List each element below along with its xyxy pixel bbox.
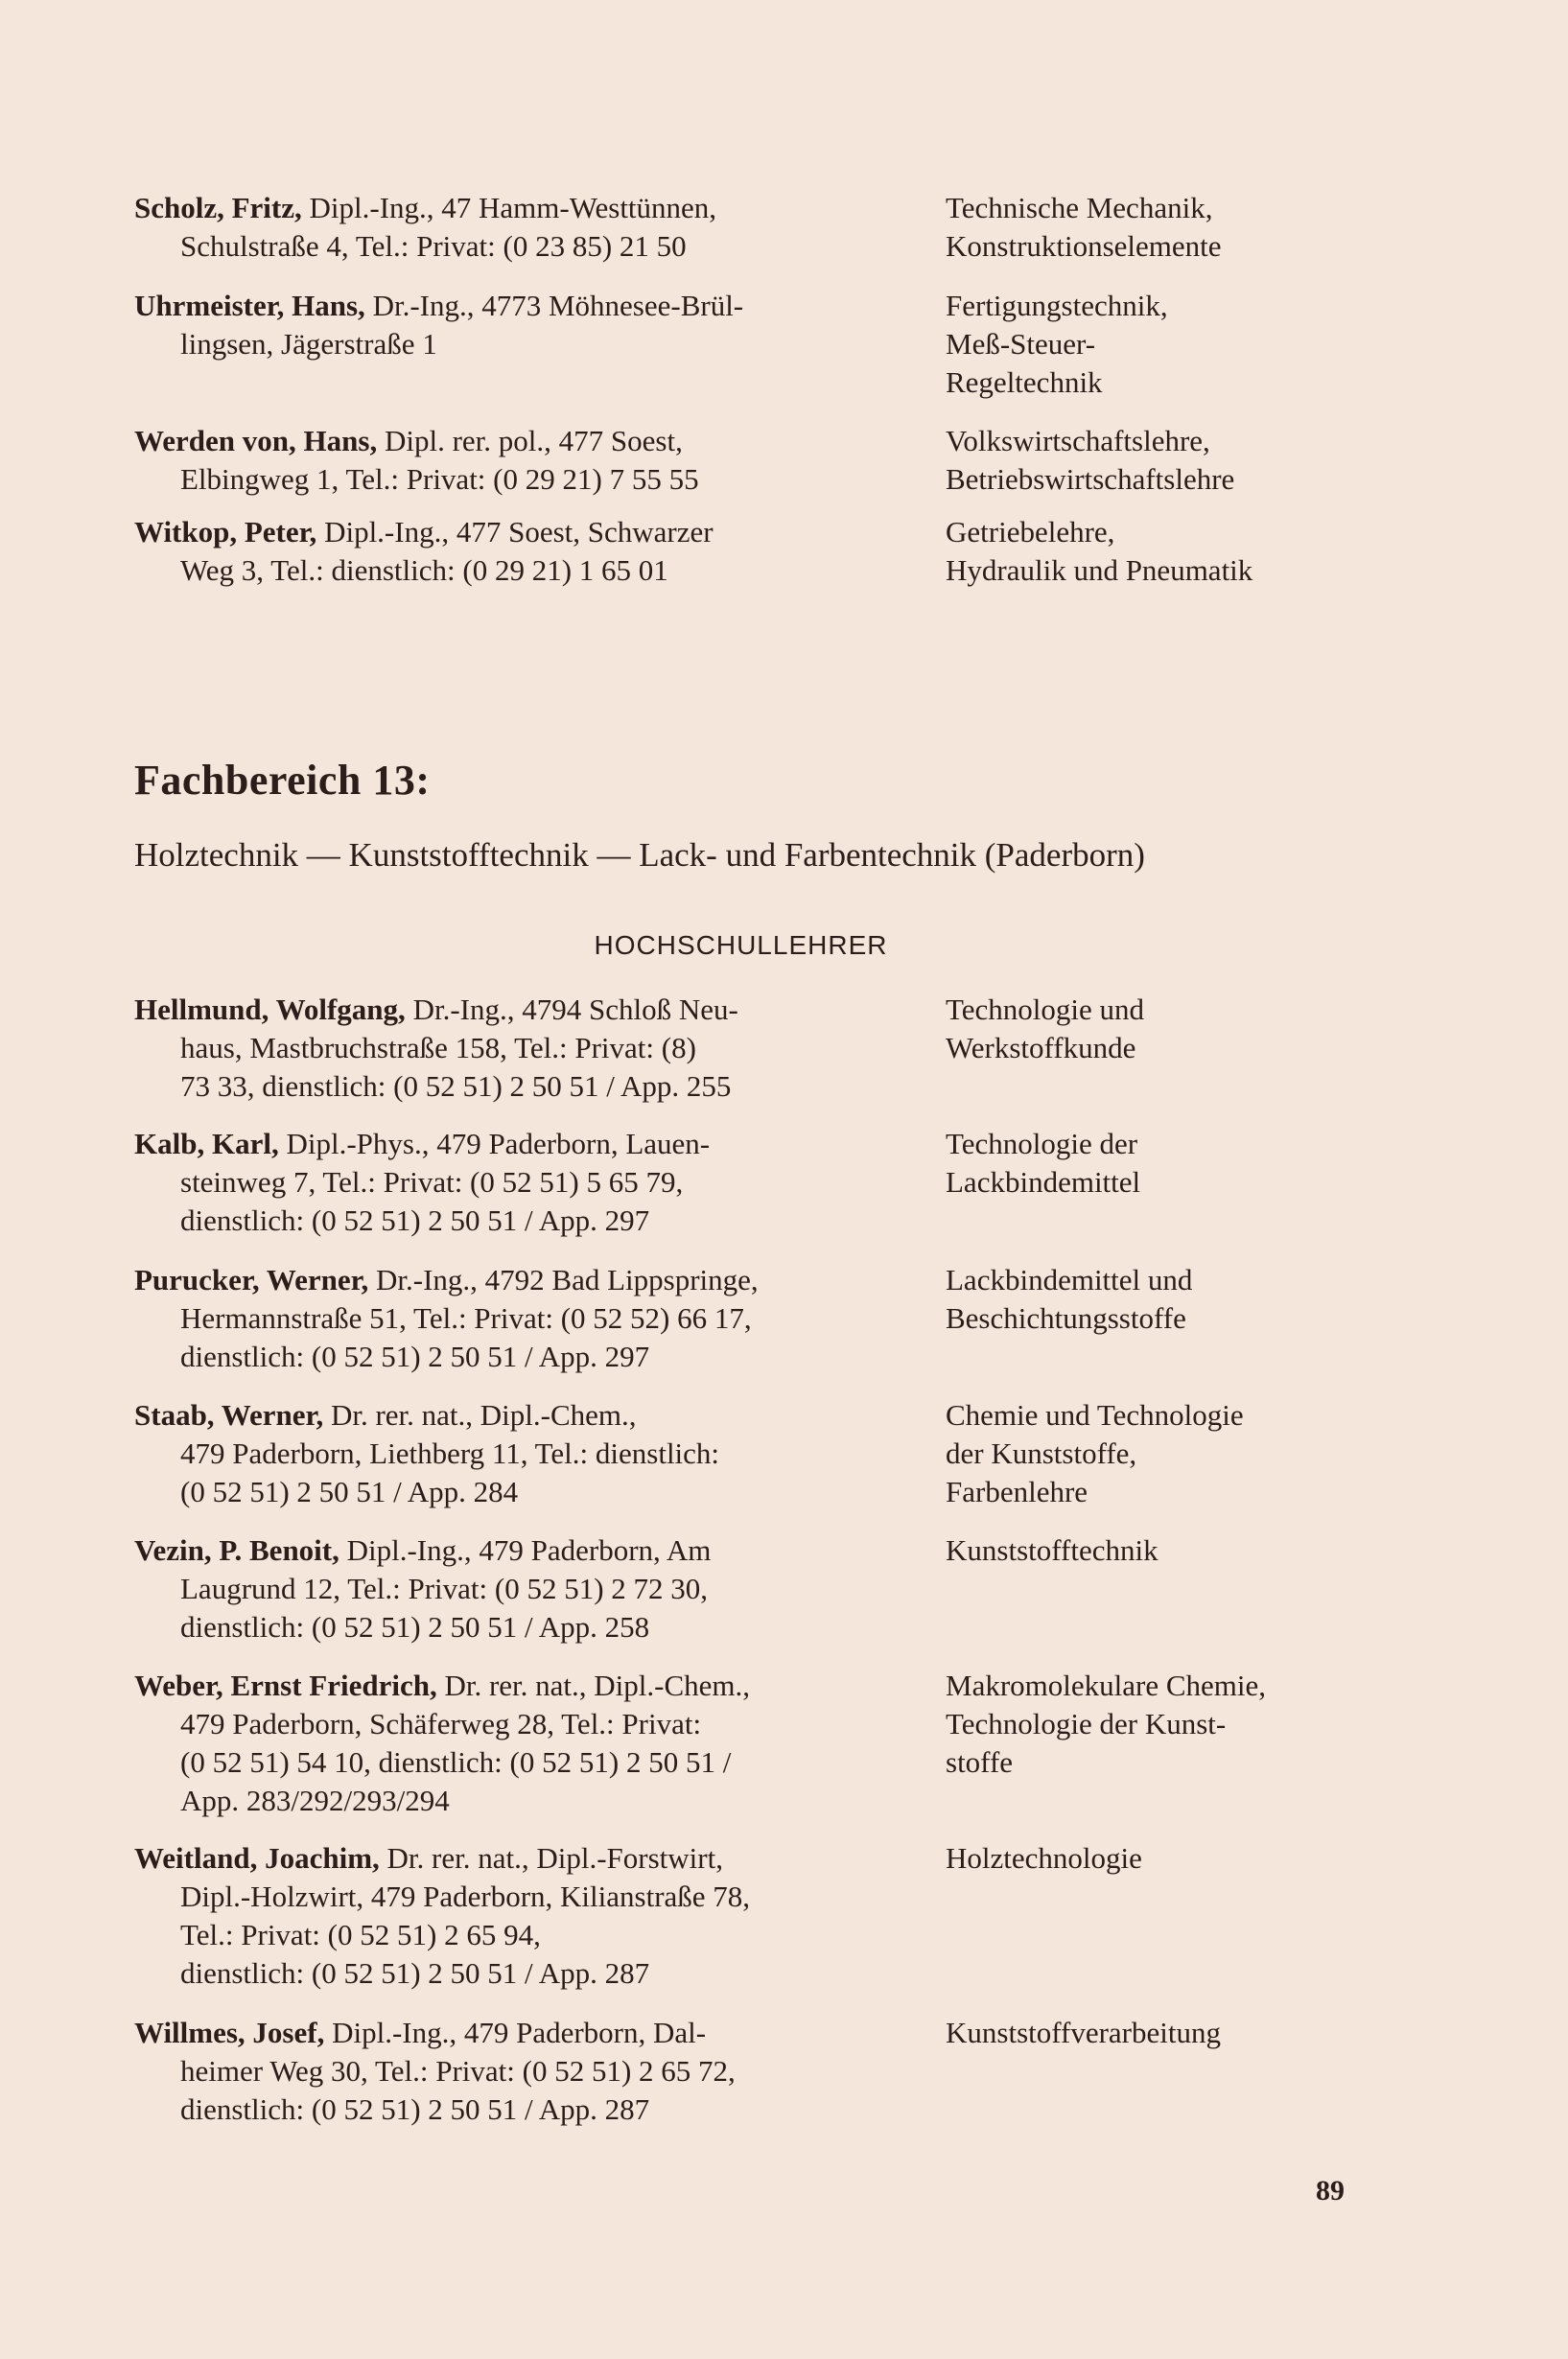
subject-line: Konstruktionselemente bbox=[946, 229, 1222, 263]
subject-line: Hydraulik und Pneumatik bbox=[946, 553, 1253, 587]
entry-details bbox=[134, 1125, 901, 1240]
entry-name: Witkop, Peter, bbox=[134, 515, 317, 549]
entry-line: Dipl.-Ing., 479 Paderborn, Am bbox=[339, 1533, 712, 1567]
subject-line: Makromolekulare Chemie, bbox=[946, 1669, 1267, 1702]
entry-line: dienstlich: (0 52 51) 2 50 51 / App. 287 bbox=[180, 1956, 650, 1990]
entry-subjects bbox=[946, 1261, 1396, 1338]
entry-line: Dipl.-Holzwirt, 479 Paderborn, Kilianstraße 78, bbox=[180, 1880, 751, 1913]
entry-details bbox=[134, 422, 901, 499]
entry-line: steinweg 7, Tel.: Privat: (0 52 51) 5 65 79, bbox=[180, 1165, 684, 1199]
entry-line: lingsen, Jägerstraße 1 bbox=[180, 327, 437, 361]
entry-details bbox=[134, 991, 901, 1106]
entry-name: Scholz, Fritz, bbox=[134, 191, 302, 224]
subject-line: Chemie und Technologie bbox=[946, 1398, 1244, 1432]
entry-subjects bbox=[946, 422, 1396, 499]
entry-line: Tel.: Privat: (0 52 51) 2 65 94, bbox=[180, 1918, 541, 1951]
subject-line: Regeltechnik bbox=[946, 365, 1103, 399]
entry-line: 479 Paderborn, Liethberg 11, Tel.: dienstlich: bbox=[180, 1436, 720, 1470]
entry-line: Dr.-Ing., 4794 Schloß Neu- bbox=[405, 993, 738, 1026]
entry-line: heimer Weg 30, Tel.: Privat: (0 52 51) 2 65 72, bbox=[180, 2054, 736, 2088]
entry-name: Vezin, P. Benoit, bbox=[134, 1533, 339, 1567]
entry-subjects bbox=[946, 287, 1396, 402]
entry-name: Kalb, Karl, bbox=[134, 1127, 279, 1160]
subject-line: Meß-Steuer- bbox=[946, 327, 1096, 361]
entry-line: dienstlich: (0 52 51) 2 50 51 / App. 287 bbox=[180, 2092, 650, 2126]
entry-subjects bbox=[946, 991, 1396, 1067]
subject-line: Volkswirtschaftslehre, bbox=[946, 424, 1210, 457]
entry-line: Weg 3, Tel.: dienstlich: (0 29 21) 1 65 01 bbox=[180, 553, 668, 587]
entry-details bbox=[134, 1396, 901, 1511]
entry-line: Dipl.-Ing., 479 Paderborn, Dal- bbox=[324, 2016, 707, 2049]
subject-line: Werkstoffkunde bbox=[946, 1031, 1136, 1064]
entry-details bbox=[134, 1667, 901, 1820]
entry-line: haus, Mastbruchstraße 158, Tel.: Privat: (8) bbox=[180, 1031, 696, 1064]
entry-details bbox=[134, 513, 901, 590]
entry-name: Uhrmeister, Hans, bbox=[134, 289, 365, 322]
entry-subjects bbox=[946, 1667, 1396, 1782]
subject-line: Technologie und bbox=[946, 993, 1145, 1026]
subject-line: Technologie der bbox=[946, 1127, 1138, 1160]
subject-line: Betriebswirtschaftslehre bbox=[946, 462, 1235, 496]
entry-details bbox=[134, 1839, 901, 1993]
entry-line: Dipl.-Ing., 477 Soest, Schwarzer bbox=[316, 515, 714, 549]
subject-line: Technologie der Kunst- bbox=[946, 1707, 1227, 1740]
section-label: HOCHSCHULLEHRER bbox=[594, 930, 888, 960]
subject-line: Technische Mechanik, bbox=[946, 191, 1213, 224]
entry-line: Hermannstraße 51, Tel.: Privat: (0 52 52) 66 17, bbox=[180, 1301, 752, 1335]
subject-line: Kunststoffverarbeitung bbox=[946, 2016, 1221, 2049]
entry-name: Staab, Werner, bbox=[134, 1398, 324, 1432]
entry-details bbox=[134, 1531, 901, 1647]
subject-line: stoffe bbox=[946, 1745, 1014, 1779]
entry-line: 479 Paderborn, Schäferweg 28, Tel.: Privat: bbox=[180, 1707, 702, 1740]
entry-line: Dipl. rer. pol., 477 Soest, bbox=[377, 424, 683, 457]
entry-line: Dr. rer. nat., Dipl.-Forstwirt, bbox=[379, 1841, 723, 1875]
entry-line: (0 52 51) 54 10, dienstlich: (0 52 51) 2 50 51 / bbox=[180, 1745, 732, 1779]
subject-line: Getriebelehre, bbox=[946, 515, 1115, 549]
subject-line: Lackbindemittel bbox=[946, 1165, 1141, 1199]
entry-subjects bbox=[946, 1531, 1396, 1570]
entry-line: dienstlich: (0 52 51) 2 50 51 / App. 297 bbox=[180, 1203, 650, 1237]
entry-line: Schulstraße 4, Tel.: Privat: (0 23 85) 21 50 bbox=[180, 229, 687, 263]
subject-line: Beschichtungsstoffe bbox=[946, 1301, 1186, 1335]
entry-name: Werden von, Hans, bbox=[134, 424, 378, 457]
entry-line: Laugrund 12, Tel.: Privat: (0 52 51) 2 72 30, bbox=[180, 1572, 709, 1605]
entry-name: Weitland, Joachim, bbox=[134, 1841, 380, 1875]
entry-subjects bbox=[946, 513, 1396, 590]
entry-line: App. 283/292/293/294 bbox=[180, 1784, 450, 1817]
entry-subjects bbox=[946, 189, 1396, 266]
entry-line: Dipl.-Ing., 47 Hamm-Westtünnen, bbox=[301, 191, 717, 224]
entry-subjects bbox=[946, 1396, 1396, 1511]
entry-details bbox=[134, 287, 901, 363]
subject-line: der Kunststoffe, bbox=[946, 1436, 1137, 1470]
entry-line: Elbingweg 1, Tel.: Privat: (0 29 21) 7 55 55 bbox=[180, 462, 699, 496]
entry-subjects bbox=[946, 1125, 1396, 1202]
entry-line: Dr.-Ing., 4792 Bad Lippspringe, bbox=[368, 1263, 759, 1296]
entry-name: Hellmund, Wolfgang, bbox=[134, 993, 406, 1026]
entry-line: Dr.-Ing., 4773 Möhnesee-Brül- bbox=[364, 289, 744, 322]
section-subtitle: Holztechnik — Kunststofftechnik — Lack- und Farbentechnik (Paderborn) bbox=[134, 836, 1145, 874]
entry-name: Willmes, Josef, bbox=[134, 2016, 325, 2049]
entry-details bbox=[134, 1261, 901, 1376]
entry-line: Dr. rer. nat., Dipl.-Chem., bbox=[436, 1669, 751, 1702]
entry-name: Weber, Ernst Friedrich, bbox=[134, 1669, 437, 1702]
entry-line: dienstlich: (0 52 51) 2 50 51 / App. 258 bbox=[180, 1610, 650, 1644]
entry-line: dienstlich: (0 52 51) 2 50 51 / App. 297 bbox=[180, 1340, 650, 1373]
entry-line: Dr. rer. nat., Dipl.-Chem., bbox=[323, 1398, 637, 1432]
subject-line: Lackbindemittel und bbox=[946, 1263, 1193, 1296]
page-number: 89 bbox=[1316, 2175, 1345, 2207]
entry-details bbox=[134, 189, 901, 266]
subject-line: Fertigungstechnik, bbox=[946, 289, 1168, 322]
entry-line: Dipl.-Phys., 479 Paderborn, Lauen- bbox=[278, 1127, 711, 1160]
section-heading: Fachbereich 13: bbox=[134, 757, 431, 804]
subject-line: Holztechnologie bbox=[946, 1841, 1142, 1875]
entry-details bbox=[134, 2014, 901, 2129]
subject-line: Farbenlehre bbox=[946, 1475, 1088, 1508]
entry-subjects bbox=[946, 2014, 1396, 2052]
subject-line: Kunststofftechnik bbox=[946, 1533, 1158, 1567]
entry-line: 73 33, dienstlich: (0 52 51) 2 50 51 / App. 255 bbox=[180, 1069, 732, 1103]
entry-subjects bbox=[946, 1839, 1396, 1878]
entry-name: Purucker, Werner, bbox=[134, 1263, 369, 1296]
entry-line: (0 52 51) 2 50 51 / App. 284 bbox=[180, 1475, 519, 1508]
